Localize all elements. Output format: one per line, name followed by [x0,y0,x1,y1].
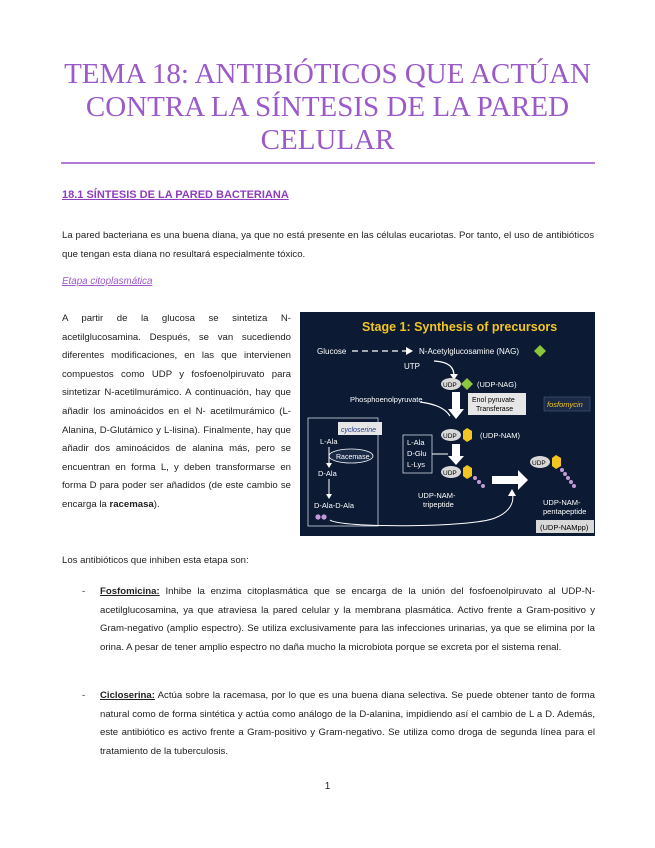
antibiotic-name: Cicloserina: [100,690,155,701]
fig-pentapeptide-line1: UDP-NAM- [543,498,581,507]
racemasa-bold: racemasa [109,498,154,510]
nag-diamond-icon-2 [461,378,473,390]
cytoplasmic-text: A partir de la glucosa se sintetiza N-acetilglucosamina. Después, se van sucediendo diferentes modificaciones, en las que intervienen compuestos como UDP y fosfoenolpiruvato para sintetizar N-acetilmurámico. A continuación, hay que añadir los aminoácidos en el N- acetilmurámico (L-Alanina, D-Glutámico y L-lisina). Finalmente, hay que añadir dos aminoácidos de alanina más, pero se encuentran en forma L, y deben transformarse en forma D para poder ser añadidos (de este cambio se encarga la [62,313,291,510]
bullet-dash: - [82,690,86,701]
fig-nag-label: N-Acetylglucosamine (NAG) [419,347,520,356]
fig-racemase-label: Racemase [336,454,370,461]
fig-fosfomycin-label: fosfomycin [547,400,583,409]
list-intro: Los antibióticos que inhiben esta etapa son: [62,555,249,566]
fig-udp-3: UDP [443,470,457,477]
fig-pentapeptide-line2: pentapeptide [543,507,587,516]
antibiotic-text: Inhibe la enzima citoplasmática que se encarga de la unión del fosfoenolpiruvato al UDP-N-acetilglucosamina, ya que atraviesa la pared celular y la membrana plasmática. Activo frente a Gram-positivo y Gram-negativo (amplio espectro). Se utiliza exclusivamente para las infecciones urinarias, ya que se elimina por la orina. A pesar de tener amplio espectro no daña mucho la microbiota porque se excreta por el sistema renal. [100,586,595,653]
fig-cycloserine-label: cycloserine [341,427,377,434]
page-title [40,58,615,157]
down-arrow-1 [448,392,464,419]
fig-enzyme-line2: Transferase [476,406,514,413]
nag-diamond-icon [534,345,546,357]
fig-udp-nam-label: (UDP-NAM) [480,431,520,440]
antibiotic-description [100,583,595,657]
title-line-2: CONTRA LA SÍNTESIS DE LA PARED [85,91,570,123]
right-arrow-big [492,470,528,490]
fig-udp-1: UDP [443,382,457,389]
bullet-dash: - [82,586,86,597]
fig-enzyme-line1: Enol pyruvate [472,397,515,404]
fig-glucose-label: Glucose [317,347,347,356]
fig-utp-label: UTP [404,362,420,371]
antibiotic-description [100,687,595,761]
fig-tripeptide-line2: tripeptide [423,500,454,509]
antibiotic-name: Fosfomicina: [100,586,160,597]
pentapeptide-hexagon-icon [552,455,561,469]
fig-daladala-label: D-Ala-D-Ala [314,501,355,510]
fig-lala-label: L-Ala [320,437,338,446]
title-divider [61,162,595,164]
cytoplasmic-paragraph [62,310,291,515]
precursor-synthesis-figure [300,312,595,536]
title-line-3: CELULAR [260,124,395,156]
fig-aa3: L-Lys [407,460,426,469]
subsection-heading: Etapa citoplasmática [62,276,153,287]
fig-udp-nampp-label: (UDP-NAMpp) [540,523,589,532]
figure-title: Stage 1: Synthesis of precursors [362,320,558,334]
dala-dot-2 [321,514,326,519]
section-heading: 18.1 SÍNTESIS DE LA PARED BACTERIANA [62,189,289,201]
fig-aa1: L-Ala [407,438,425,447]
fig-udp-4: UDP [532,460,546,467]
fig-aa2: D-Glu [407,449,427,458]
fig-udp-2: UDP [443,433,457,440]
intro-paragraph: La pared bacteriana es una buena diana, ya que no está presente en las células eucariotas. Por tanto, el uso de antibióticos que tengan esta diana no resultará especialmente tóxico. [62,230,594,260]
fig-udp-nag-label: (UDP-NAG) [477,380,517,389]
nam-hexagon-icon [463,428,472,442]
dala-dot-1 [315,514,320,519]
cytoplasmic-end: ). [153,498,160,510]
fig-tripeptide-line1: UDP-NAM- [418,491,456,500]
fig-pep-label: Phosphoenolpyruvate [350,395,423,404]
fig-dala-label: D-Ala [318,469,337,478]
page-number: 1 [324,781,331,792]
down-arrow-2 [448,444,464,465]
tripeptide-hexagon-icon [463,465,472,479]
title-line-1: TEMA 18: ANTIBIÓTICOS QUE ACTÚAN [64,58,591,90]
antibiotic-text: Actúa sobre la racemasa, por lo que es una buena diana selectiva. Se puede obtener tanto de forma natural como de forma sintética y actúa como análogo de la D-alanina, impidiendo así el cambio de L a D. Además, este antibiótico es activo frente a Gram-positivo y Gram-negativo. Se utiliza como droga de segunda línea para el tratamiento de la tuberculosis. [100,690,595,757]
